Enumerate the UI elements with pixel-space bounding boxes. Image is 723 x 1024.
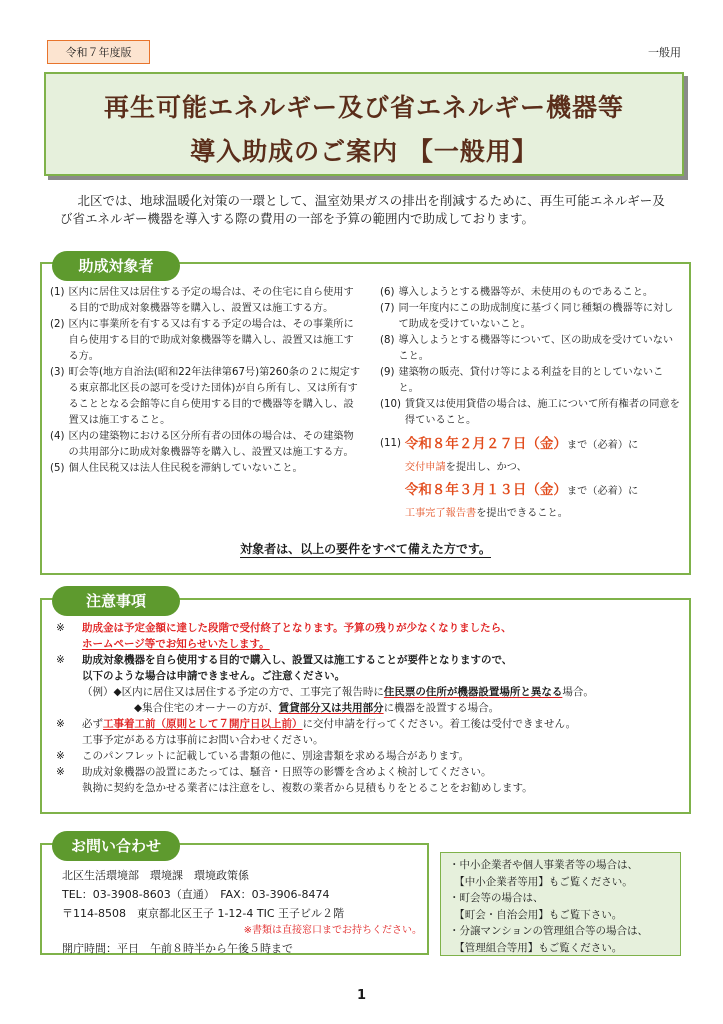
note-line: 助成対象機器の設置にあたっては、騒音・日照等の影響を含めよく検討してください。: [82, 766, 492, 778]
item-number: (4): [50, 431, 65, 442]
eligibility-right-column: [380, 285, 682, 525]
contact-address: 〒114-8508 東京都北区王子 1-12-4 TIC 王子ビル２階: [62, 907, 345, 920]
eligibility-item: [380, 285, 682, 301]
item-text: 導入しようとする機器等について、区の助成を受けていないこと。: [398, 335, 674, 362]
eligibility-item: [50, 429, 362, 461]
note-line: 工事予定がある方は事前にお問い合わせください。: [82, 734, 324, 746]
note-line: 助成金は予定金額に達した段階で受付終了となります。予算の残りが少なくなりましたら、: [82, 622, 512, 634]
eligibility-item: [380, 333, 682, 365]
note-item: [56, 652, 686, 684]
note-mark: ※: [56, 654, 65, 666]
item-number: (3): [50, 367, 65, 378]
eligibility-item: [50, 317, 362, 365]
note-line: に交付申請を行ってください。着工後は受付できません。: [302, 718, 577, 730]
title-line-2: 導入助成のご案内 【一般用】: [190, 137, 538, 166]
example-text: に機器を設置する場合。: [383, 702, 500, 714]
item-number: (11): [380, 438, 401, 449]
item-text: 区内の建築物における区分所有者の団体の場合は、その建築物の共用部分に助成対象機器等を購入し、設置又は施工する方。: [68, 431, 354, 458]
contact-note: ※書類は直接窓口までお持ちください。: [243, 925, 422, 936]
contact-phone: TEL：03-3908-8603（直通） FAX：03-3906-8474: [62, 888, 330, 901]
note-line: 助成対象機器を自ら使用する目的で購入し、設置又は施工することが要件となりますので、: [82, 654, 513, 666]
item-number: (7): [380, 303, 395, 314]
report-doc: 工事完了報告書: [404, 508, 477, 519]
doc-suffix: を提出できること。: [476, 508, 568, 519]
item-text: [405, 433, 682, 525]
item-text: 導入しようとする機器等が、未使用のものであること。: [398, 287, 654, 298]
note-line: 以下のような場合は申請できません。ご注意ください。: [82, 670, 346, 682]
title-banner: [44, 72, 684, 176]
note-item: [56, 748, 686, 764]
eligibility-summary: [40, 540, 691, 557]
note-text: [82, 652, 686, 684]
example-highlight: 賃貸部分又は共用部分: [278, 702, 384, 714]
notes-list: [56, 620, 686, 796]
report-deadline: 令和８年３月１３日（金）: [404, 482, 567, 498]
item-text: 賃貸又は使用貸借の場合は、施工について所有権者の同意を得ていること。: [404, 399, 680, 426]
item-number: (6): [380, 287, 395, 298]
note-text: [82, 716, 686, 748]
construction-deadline: 工事着工前（原則として７開庁日以上前）: [103, 718, 303, 730]
example-text: ◆集合住宅のオーナーの方が、: [134, 702, 279, 714]
note-line: 必ず: [82, 718, 103, 730]
note-text: [82, 764, 686, 796]
note-item: [56, 764, 686, 796]
note-item: [56, 716, 686, 748]
contact-heading: お問い合わせ: [52, 831, 180, 861]
eligibility-item: [50, 461, 362, 477]
item-text: 区内に事業所を有する又は有する予定の場合は、その事業所に自ら使用する目的で助成対象機器等を購入し、設置又は施工する方。: [68, 319, 354, 362]
note-text: [82, 620, 686, 652]
other-version-line: 【管理組合等用】もご覧ください。: [449, 941, 623, 954]
note-mark: ※: [56, 622, 65, 634]
item-text: 区内に居住又は居住する予定の場合は、その住宅に自ら使用する目的で助成対象機器等を購入し、設置又は施工する方。: [68, 287, 354, 314]
contact-dept: 北区生活環境部 環境課 環境政策係: [62, 869, 249, 882]
deadline-suffix: まで（必着）に: [566, 440, 639, 451]
summary-text: 対象者は、以上の要件をすべて備えた方です。: [240, 542, 491, 556]
contact-details: [62, 866, 422, 958]
deadline-suffix: まで（必着）に: [566, 486, 639, 497]
item-number: (9): [380, 367, 395, 378]
contact-hours: 開庁時間：平日 午前８時半から午後５時まで: [62, 942, 293, 955]
eligibility-item: [50, 365, 362, 429]
item-text: 同一年度内にこの助成制度に基づく同じ種類の機器等に対して助成を受けていないこと。: [398, 303, 674, 330]
title-line-1: 再生可能エネルギー及び省エネルギー機器等: [103, 93, 624, 122]
other-version-line: ・中小企業者や個人事業者等の場合は、: [449, 859, 638, 871]
usage-label: 一般用: [648, 46, 681, 59]
note-line: ホームページ等でお知らせいたします。: [82, 638, 270, 650]
eligibility-item: [380, 301, 682, 333]
eligibility-item: [380, 397, 682, 429]
item-number: (2): [50, 319, 65, 330]
notes-heading: 注意事項: [52, 586, 180, 616]
other-version-line: 【町会・自治会用】もご覧下さい。: [449, 908, 623, 921]
item-number: (10): [380, 399, 401, 410]
eligibility-item: [50, 285, 362, 317]
note-mark: ※: [56, 750, 65, 762]
edition-badge: 令和７年度版: [47, 40, 150, 64]
note-mark: ※: [56, 766, 65, 778]
other-version-line: ・分譲マンションの管理組合等の場合は、: [449, 925, 649, 937]
application-deadline: 令和８年２月２７日（金）: [404, 436, 567, 452]
note-text: このパンフレットに記載している書類の他に、別途書類を求める場合があります。: [82, 750, 470, 762]
eligibility-left-column: [50, 285, 362, 477]
item-number: (1): [50, 287, 65, 298]
eligibility-item-deadlines: [380, 433, 682, 525]
note-example: [56, 700, 686, 716]
other-version-line: ・町会等の場合は、: [449, 892, 544, 904]
item-text: 町会等(地方自治法(昭和22年法律第67号)第260条の２に規定する東京都北区長の認可を受けた団体)が自ら所有し、又は所有することとなる会館等に自ら使用する目的で機器等を購入し、設置又は施工すること。: [68, 367, 361, 426]
item-number: (8): [380, 335, 395, 346]
doc-suffix: を提出し、かつ、: [445, 462, 527, 473]
item-text: 個人住民税又は法人住民税を滞納していないこと。: [68, 463, 303, 474]
eligibility-item: [380, 365, 682, 397]
eligibility-heading: 助成対象者: [52, 251, 180, 281]
note-mark: ※: [56, 718, 65, 730]
intro-paragraph: 北区では、地球温暖化対策の一環として、温室効果ガスの排出を削減するために、再生可能エネルギー及び省エネルギー機器を導入する際の費用の一部を予算の範囲内で助成しております。: [60, 193, 665, 226]
other-versions-box: [440, 852, 681, 956]
note-line: 執拗に契約を急かせる業者には注意をし、複数の業者から見積もりをとることをお勧めします。: [82, 782, 533, 794]
item-text: 建築物の販売、貸付け等による利益を目的としていないこと。: [398, 367, 664, 394]
example-highlight: 住民票の住所が機器設置場所と異なる: [383, 686, 563, 698]
item-number: (5): [50, 463, 65, 474]
page-number: 1: [356, 988, 367, 1003]
example-text: （例）◆区内に居住又は居住する予定の方で、工事完了報告時に: [82, 686, 384, 698]
other-version-line: 【中小企業者等用】もご覧ください。: [449, 875, 633, 888]
note-example: [56, 684, 686, 700]
example-text: 場合。: [562, 686, 594, 698]
application-doc: 交付申請: [404, 462, 446, 473]
note-item: [56, 620, 686, 652]
